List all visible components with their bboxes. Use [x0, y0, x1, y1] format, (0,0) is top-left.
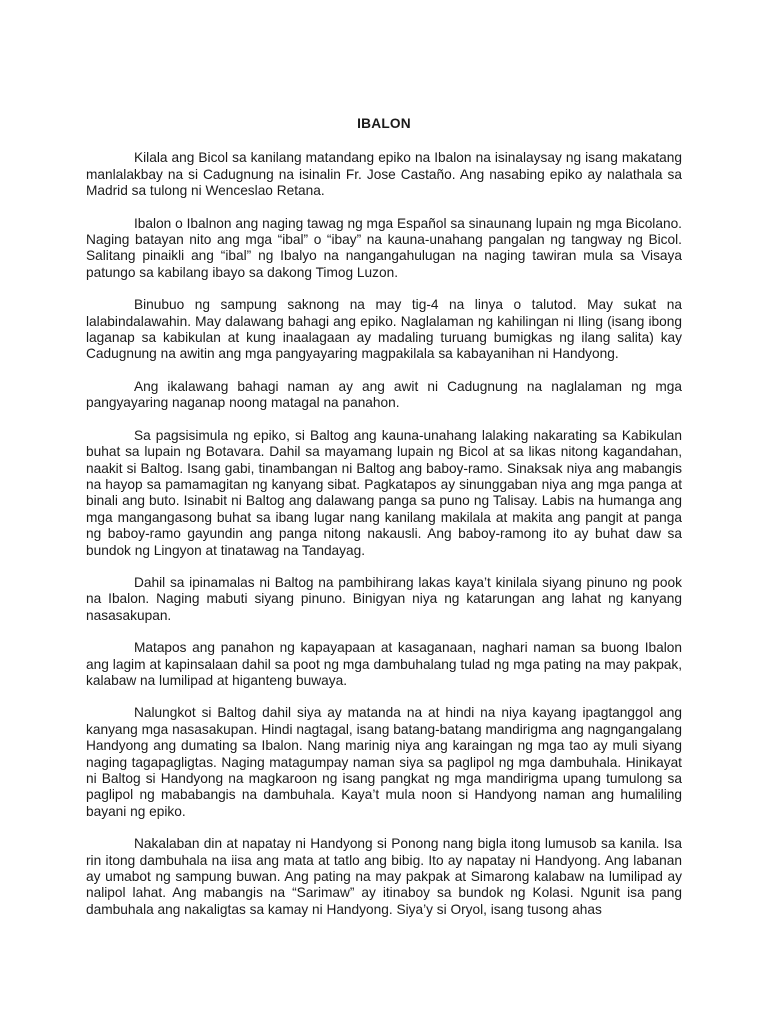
paragraph-2: Ibalon o Ibalnon ang naging tawag ng mga Español sa sinaunang lupain ng mga Bicolano. Naging batayan nito ang mga “ibal” o “ibay” na kauna-unahang pangalan ng tangway ng Bicol. Salitang pinaikli ang “ibal” ng Ibalyo na nangangahulugan na naging tawiran mula sa Visaya patungo sa kabilang ibayo sa dakong Timog Luzon.: [86, 215, 682, 280]
paragraph-9: Nakalaban din at napatay ni Handyong si Ponong nang bigla itong lumusob sa kanila. Isa rin itong dambuhala na iisa ang mata at tatlo ang bibig. Ito ay napatay ni Handyong. Ang labanan ay umabot ng sampung buwan. Ang pating na may pakpak at Simarong kalabaw na lumilipad ay nalipol lahat. Ang mabangis na “Sarimaw” ay itinaboy sa bundok ng Kolasi. Ngunit isa pang dambuhala ang nakaligtas sa kamay ni Handyong. Siya’y si Oryol, isang tusong ahas: [86, 836, 682, 917]
paragraph-3: Binubuo ng sampung saknong na may tig-4 na linya o talutod. May sukat na lalabindalawahin. May dalawang bahagi ang epiko. Naglalaman ng kahilingan ni Iling (isang ibong laganap sa kabikulan at kung inaalagaan ay madaling turuang bumigkas ng ilang salita) kay Cadugnung na awitin ang mga pangyayaring magpakilala sa kabayanihan ni Handyong.: [86, 297, 682, 362]
paragraph-5: Sa pagsisimula ng epiko, si Baltog ang kauna-unahang lalaking nakarating sa Kabikulan buhat sa lupain ng Botavara. Dahil sa mayamang lupain ng Bicol at sa likas nitong kagandahan, naakit si Baltog. Isang gabi, tinambangan ni Baltog ang baboy-ramo. Sinaksak niya ang mabangis na hayop sa pamamagitan ng kanyang sibat. Pagkatapos ay sinunggaban niya ang mga panga at binali ang buto. Isinabit ni Baltog ang dalawang panga sa puno ng Talisay. Labis na humanga ang mga mangangasong buhat sa ibang lugar nang kanilang makilala at makita ang pangit at panga ng baboy-ramo gayundin ang panga nitong nakausli. Ang baboy-ramong ito ay buhat daw sa bundok ng Lingyon at tinatawag na Tandayag.: [86, 427, 682, 558]
paragraph-7: Matapos ang panahon ng kapayapaan at kasaganaan, naghari naman sa buong Ibalon ang lagim at kapinsalaan dahil sa poot ng mga dambuhalang tulad ng mga pating na may pakpak, kalabaw na lumilipad at higanteng buwaya.: [86, 640, 682, 688]
paragraph-4: Ang ikalawang bahagi naman ay ang awit ni Cadugnung na naglalaman ng mga pangyayaring naganap noong matagal na panahon.: [86, 378, 682, 411]
document-title: IBALON: [357, 116, 411, 131]
paragraph-8: Nalungkot si Baltog dahil siya ay matanda na at hindi na niya kayang ipagtanggol ang kanyang mga nasasakupan. Hindi nagtagal, isang batang-batang mandirigma ang nagngangalang Handyong ang dumating sa Ibalon. Nang marinig niya ang karaingan ng mga tao ay muli siyang naging tagapagligtas. Naging matagumpay naman siya sa paglipol ng mga dambuhala. Hinikayat ni Baltog si Handyong na magkaroon ng isang pangkat ng mga mandirigma upang tumulong sa paglipol ng mababangis na dambuhala. Kaya’t mula noon si Handyong naman ang humaliling bayani ng epiko.: [86, 705, 682, 819]
document-page: [86, 116, 682, 934]
paragraph-6: Dahil sa ipinamalas ni Baltog na pambihirang lakas kaya’t kinilala siyang pinuno ng pook na Ibalon. Naging mabuti siyang pinuno. Binigyan niya ng katarungan ang lahat ng kanyang nasasakupan.: [86, 574, 682, 623]
paragraph-1: Kilala ang Bicol sa kanilang matandang epiko na Ibalon na isinalaysay ng isang makatang manlalakbay na si Cadugnung na isinalin Fr. Jose Castaño. Ang nasabing epiko ay nalathala sa Madrid sa tulong ni Wenceslao Retana.: [86, 150, 682, 199]
